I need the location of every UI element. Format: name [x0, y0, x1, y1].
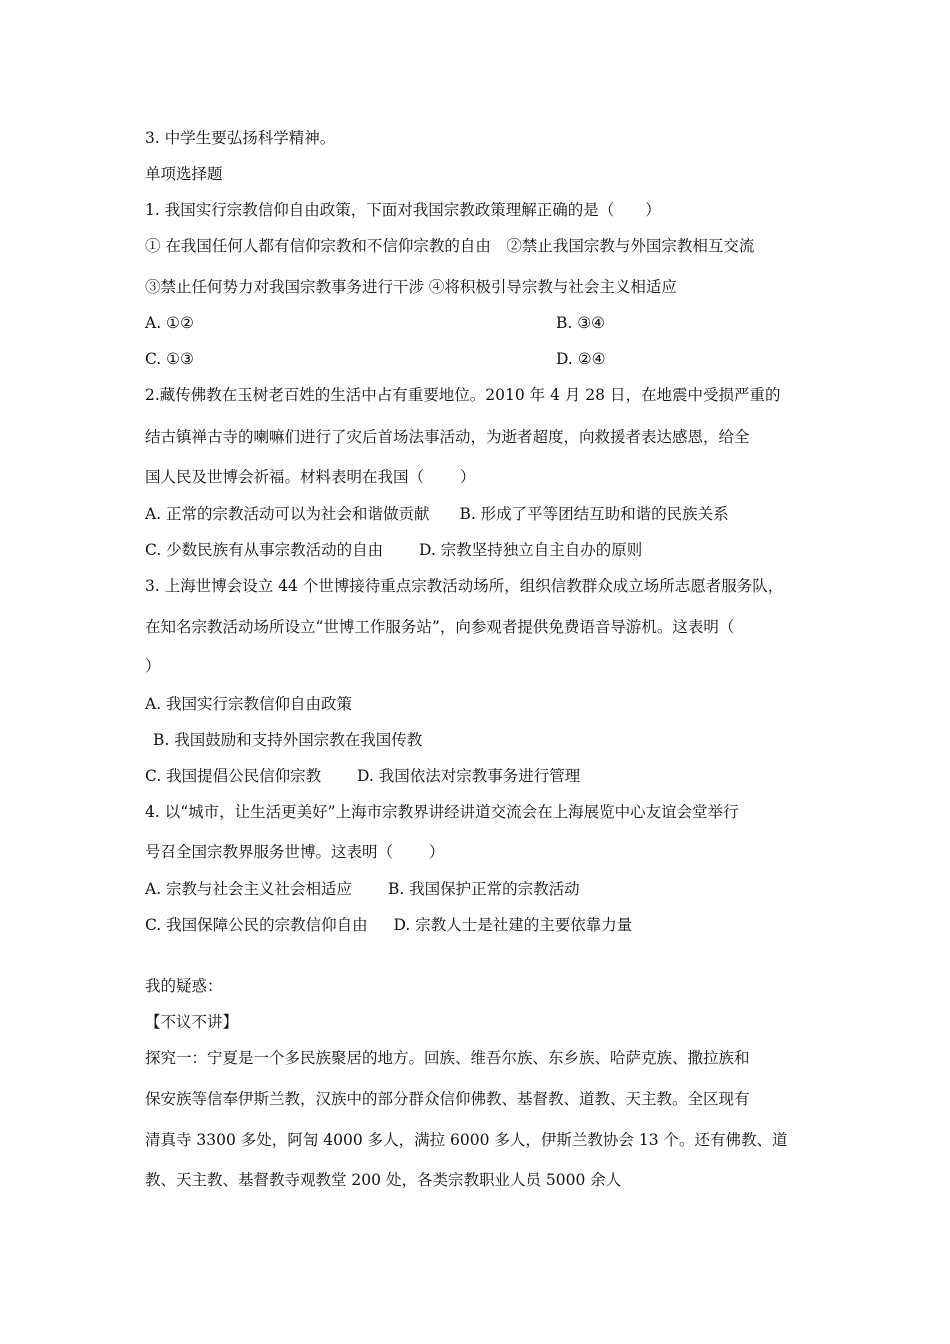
option-c: C. ①③ [145, 350, 194, 368]
inquiry-line-1: 探究一：宁夏是一个多民族聚居的地方。回族、维吾尔族、东乡族、哈萨克族、撒拉族和 [145, 1049, 750, 1067]
option-c: C. 少数民族有从事宗教活动的自由 [145, 541, 384, 559]
question-1-statement-1: ① 在我国任何人都有信仰宗教和不信仰宗教的自由 ②禁止我国宗教与外国宗教相互交流 [145, 237, 755, 255]
question-3-stem-line-1: 3. 上海世博会设立 44 个世博接待重点宗教活动场所，组织信教群众成立场所志愿者服务队， [145, 577, 784, 595]
question-3-stem-line-3: ） [145, 657, 161, 675]
option-a: A. ①② [145, 314, 194, 332]
question-4-options-row-2 [145, 915, 632, 935]
question-4-stem-line-2: 号召全国宗教界服务世博。这表明（ ） [145, 843, 445, 861]
question-2-stem-line-1: 2.藏传佛教在玉树老百姓的生活中占有重要地位。2010 年 4 月 28 日，在地震中受损严重的 [145, 386, 781, 404]
option-d: D. 我国依法对宗教事务进行管理 [357, 767, 581, 785]
option-a: A. 正常的宗教活动可以为社会和谐做贡献 [145, 505, 430, 523]
question-3-option-b: B. 我国鼓励和支持外国宗教在我国传教 [153, 731, 423, 749]
question-4-stem-line-1: 4. 以“城市，让生活更美好”上海市宗教界讲经讲道交流会在上海展览中心友谊会堂举行 [145, 803, 739, 821]
option-a: A. 宗教与社会主义社会相适应 [145, 880, 353, 898]
inquiry-line-2: 保安族等信奉伊斯兰教，汉族中的部分群众信仰佛教、基督教、道教、天主教。全区现有 [145, 1090, 750, 1108]
inquiry-line-4: 教、天主教、基督教寺观教堂 200 处，各类宗教职业人员 5000 余人 [145, 1171, 622, 1189]
option-d: D. 宗教坚持独立自主自办的原则 [419, 541, 643, 559]
question-1-options-row-1 [145, 313, 606, 333]
intro-point-3: 3. 中学生要弘扬科学精神。 [145, 129, 336, 147]
question-2-options-row-1 [145, 504, 729, 524]
question-2-options-row-2 [145, 540, 642, 560]
section-title: 单项选择题 [145, 165, 223, 183]
option-c: C. 我国保障公民的宗教信仰自由 [145, 916, 368, 934]
option-b: B. 我国保护正常的宗教活动 [387, 880, 580, 898]
question-2-stem-line-2: 结古镇禅古寺的喇嘛们进行了灾后首场法事活动，为逝者超度，向救援者表达感恩，给全 [145, 428, 750, 446]
discuss-heading: 【不议不讲】 [145, 1013, 239, 1031]
question-3-stem-line-2: 在知名宗教活动场所设立“世博工作服务站”，向参观者提供免费语音导游机。这表明（ [145, 618, 735, 636]
option-d: D. 宗教人士是社建的主要依靠力量 [393, 916, 633, 934]
question-1-statement-2: ③禁止任何势力对我国宗教事务进行干涉 ④将积极引导宗教与社会主义相适应 [145, 278, 677, 296]
my-doubts-label: 我的疑惑： [145, 977, 223, 995]
question-3-option-a: A. 我国实行宗教信仰自由政策 [145, 695, 353, 713]
option-d: D. ②④ [556, 350, 606, 368]
question-1-stem: 1. 我国实行宗教信仰自由政策，下面对我国宗教政策理解正确的是（ ） [145, 201, 661, 219]
question-1-options-row-2 [145, 349, 606, 369]
question-2-stem-line-3: 国人民及世博会祈福。材料表明在我国（ ） [145, 468, 476, 486]
inquiry-line-3: 清真寺 3300 多处，阿訇 4000 多人，满拉 6000 多人，伊斯兰教协会 13 个。还有佛教、道 [145, 1131, 788, 1149]
option-b: B. 形成了平等团结互助和谐的民族关系 [459, 505, 729, 523]
question-4-options-row-1 [145, 879, 580, 899]
option-b: B. ③④ [556, 314, 606, 332]
option-c: C. 我国提倡公民信仰宗教 [145, 767, 322, 785]
question-3-options-row-cd [145, 766, 580, 786]
